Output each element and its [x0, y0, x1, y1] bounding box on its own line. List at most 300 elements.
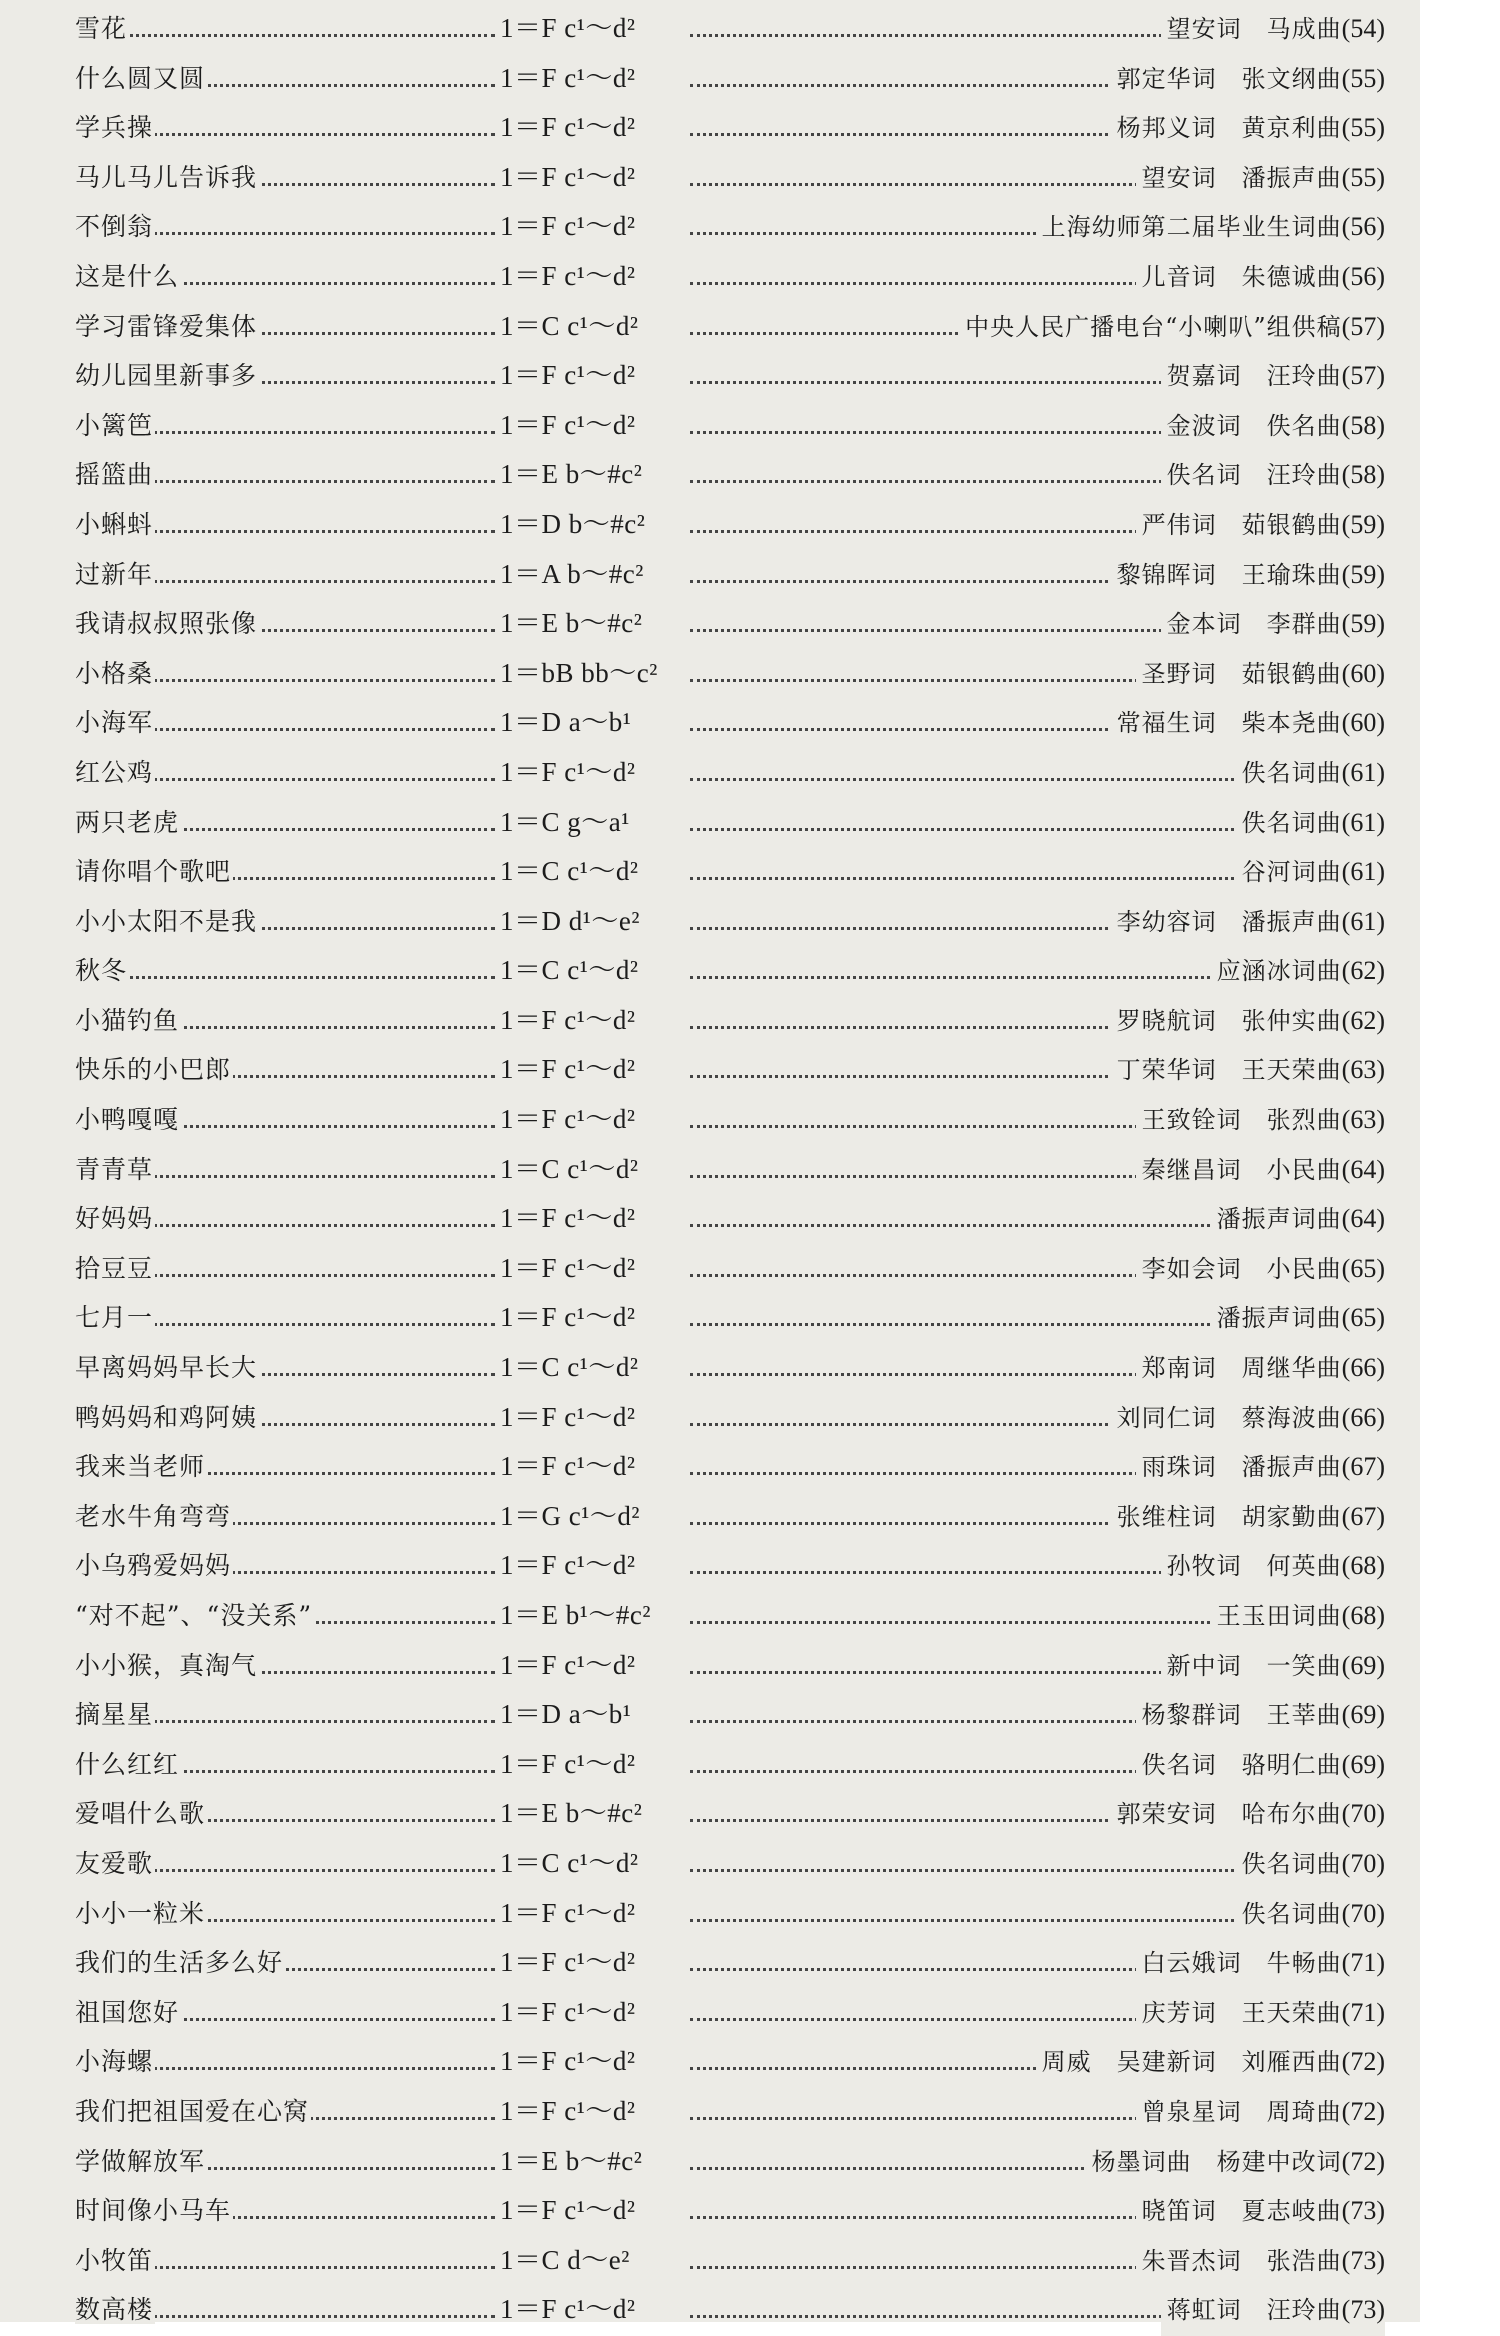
author-credit: 孙牧词 何英曲	[1166, 1552, 1342, 1581]
key-range: 1＝C c¹～d²	[500, 955, 639, 986]
song-title-cell	[75, 550, 495, 600]
toc-entry	[75, 302, 1385, 352]
credit-cell	[690, 798, 1385, 848]
credit-text	[1236, 748, 1385, 799]
page-number: (73)	[1341, 2196, 1385, 2226]
song-title: 请你唱个歌吧	[75, 857, 232, 887]
page-number: (65)	[1341, 1303, 1385, 1333]
credit-cell	[690, 1740, 1385, 1790]
song-title: 我来当老师	[75, 1452, 206, 1482]
credit-cell	[690, 946, 1385, 996]
song-title-cell	[75, 996, 495, 1046]
credit-cell	[690, 649, 1385, 699]
page-number: (65)	[1341, 1253, 1385, 1283]
toc-entry	[75, 1740, 1385, 1790]
page-number: (67)	[1341, 1501, 1385, 1531]
key-range: 1＝F c¹～d²	[500, 1203, 636, 1234]
toc-entry	[75, 2236, 1385, 2286]
key-range: 1＝C c¹～d²	[500, 1847, 639, 1878]
key-range: 1＝F c¹～d²	[500, 1649, 636, 1680]
song-title-cell	[75, 798, 495, 848]
song-title-cell	[75, 401, 495, 451]
song-title: 早离妈妈早长大	[75, 1353, 258, 1383]
page-number: (58)	[1341, 460, 1385, 490]
toc-entry	[75, 2186, 1385, 2236]
page-number: (57)	[1341, 311, 1385, 341]
credit-cell	[690, 54, 1385, 104]
song-title-cell	[75, 1889, 495, 1939]
toc-entry	[75, 1045, 1385, 1095]
page-number: (56)	[1341, 212, 1385, 242]
song-title: 秋冬	[75, 956, 128, 986]
song-title-cell	[75, 2285, 495, 2335]
credit-text	[1111, 698, 1385, 749]
credit-text	[1136, 1442, 1385, 1493]
credit-cell	[690, 550, 1385, 600]
credit-cell	[690, 1690, 1385, 1740]
author-credit: 潘振声词曲	[1216, 1304, 1342, 1333]
toc-entry	[75, 351, 1385, 401]
credit-cell	[690, 1938, 1385, 1988]
key-range: 1＝D a～b¹	[500, 1699, 632, 1730]
credit-cell	[690, 599, 1385, 649]
toc-entry	[75, 54, 1385, 104]
song-title: 什么圆又圆	[75, 63, 206, 93]
toc-entry	[75, 1492, 1385, 1542]
song-title: 鸭妈妈和鸡阿姨	[75, 1402, 258, 1432]
song-title-cell	[75, 351, 495, 401]
toc-entry	[75, 1889, 1385, 1939]
page-number: (54)	[1341, 14, 1385, 43]
author-credit: 望安词 潘振声曲	[1141, 163, 1342, 192]
page-number: (66)	[1341, 1402, 1385, 1432]
credit-text	[1161, 4, 1385, 55]
song-title-cell	[75, 2037, 495, 2087]
song-title-cell	[75, 103, 495, 153]
credit-cell	[690, 1889, 1385, 1939]
author-credit: 新中词 一笑曲	[1166, 1651, 1342, 1680]
credit-text	[1036, 202, 1385, 253]
toc-entry	[75, 550, 1385, 600]
song-title-cell	[75, 1293, 495, 1343]
toc-entry	[75, 1343, 1385, 1393]
author-credit: 秦继昌词 小民曲	[1141, 1155, 1342, 1184]
song-title: 两只老虎	[75, 807, 180, 837]
author-credit: 佚名词 汪玲曲	[1166, 461, 1342, 490]
credit-cell	[690, 252, 1385, 302]
page-number: (62)	[1341, 1005, 1385, 1035]
page-number: (71)	[1341, 1948, 1385, 1978]
page-number: (56)	[1341, 261, 1385, 291]
credit-text	[1136, 1145, 1385, 1196]
key-range: 1＝F c¹～d²	[500, 1897, 636, 1928]
page-number: (59)	[1341, 609, 1385, 639]
credit-text	[1211, 1591, 1385, 1642]
song-title-cell	[75, 2137, 495, 2187]
song-title-cell	[75, 153, 495, 203]
page-number: (67)	[1341, 1452, 1385, 1482]
credit-cell	[690, 748, 1385, 798]
credit-text	[1111, 897, 1385, 948]
toc-entry	[75, 252, 1385, 302]
page-number: (69)	[1341, 1749, 1385, 1779]
key-range: 1＝F c¹～d²	[500, 1550, 636, 1581]
song-title-cell	[75, 1492, 495, 1542]
author-credit: 晓笛词 夏志岐曲	[1141, 2197, 1342, 2226]
author-credit: 贺嘉词 汪玲曲	[1166, 362, 1342, 391]
song-title: 小小一粒米	[75, 1898, 206, 1928]
key-range: 1＝F c¹～d²	[500, 112, 636, 143]
key-range: 1＝F c¹～d²	[500, 1054, 636, 1085]
page-number: (70)	[1341, 1848, 1385, 1878]
credit-cell	[690, 1194, 1385, 1244]
toc-entry	[75, 1442, 1385, 1492]
author-credit: 儿音词 朱德诚曲	[1141, 262, 1342, 291]
author-credit: 罗晓航词 张仲实曲	[1116, 1006, 1342, 1035]
song-title: 小小猴，真淘气	[75, 1650, 258, 1680]
credit-cell	[690, 698, 1385, 748]
author-credit: 周威 吴建新词 刘雁西曲	[1041, 2048, 1342, 2077]
author-credit: 望安词 马成曲	[1166, 15, 1342, 43]
song-title: 学做解放军	[75, 2146, 206, 2176]
song-title: 红公鸡	[75, 757, 154, 787]
credit-cell	[690, 1839, 1385, 1889]
song-title-cell	[75, 1045, 495, 1095]
author-credit: 佚名词曲	[1241, 808, 1342, 837]
key-range: 1＝F c¹～d²	[500, 1947, 636, 1978]
credit-text	[1111, 1492, 1385, 1543]
page-number: (58)	[1341, 410, 1385, 440]
key-range: 1＝bB bb～c²	[500, 657, 658, 688]
song-title: 小海螺	[75, 2047, 154, 2077]
page-number: (60)	[1341, 658, 1385, 688]
author-credit: 杨墨词曲 杨建中改词	[1091, 2147, 1342, 2176]
song-title-cell	[75, 54, 495, 104]
toc-entry	[75, 2037, 1385, 2087]
key-range: 1＝F c¹～d²	[500, 756, 636, 787]
page-number: (73)	[1341, 2245, 1385, 2275]
toc-entry	[75, 153, 1385, 203]
credit-cell	[690, 450, 1385, 500]
song-title-cell	[75, 252, 495, 302]
song-title: 学习雷锋爱集体	[75, 311, 258, 341]
song-title-cell	[75, 1938, 495, 1988]
song-title-cell	[75, 1789, 495, 1839]
credit-cell	[690, 1293, 1385, 1343]
key-range: 1＝F c¹～d²	[500, 1302, 636, 1333]
song-title-cell	[75, 1988, 495, 2038]
song-title: 小篱笆	[75, 410, 154, 440]
key-range: 1＝E b～#c²	[500, 2145, 643, 2176]
song-title-cell	[75, 1641, 495, 1691]
credit-text	[1136, 153, 1385, 204]
author-credit: 王玉田词曲	[1216, 1602, 1342, 1630]
credit-text	[1111, 996, 1385, 1047]
toc-entry	[75, 897, 1385, 947]
toc-entry	[75, 1690, 1385, 1740]
dot-leader	[75, 34, 495, 37]
page-number: (71)	[1341, 1997, 1385, 2027]
page-number: (61)	[1341, 757, 1385, 787]
credit-text	[1136, 649, 1385, 700]
credit-cell	[690, 4, 1385, 54]
credit-cell	[690, 103, 1385, 153]
credit-text	[1161, 401, 1385, 452]
credit-text	[1161, 2285, 1385, 2336]
song-title-cell	[75, 599, 495, 649]
song-title: 我们把祖国爱在心窝	[75, 2096, 310, 2126]
song-title-cell	[75, 202, 495, 252]
song-title: 什么红红	[75, 1749, 180, 1779]
song-title: 这是什么	[75, 261, 180, 291]
song-title: 友爱歌	[75, 1848, 154, 1878]
song-title-cell	[75, 4, 495, 54]
song-title-cell	[75, 847, 495, 897]
page-number: (63)	[1341, 1105, 1385, 1135]
credit-text	[1136, 1740, 1385, 1791]
song-title: 小格桑	[75, 658, 154, 688]
toc-entry	[75, 1393, 1385, 1443]
toc-entry	[75, 847, 1385, 897]
page-number: (63)	[1341, 1055, 1385, 1085]
toc-entry	[75, 1293, 1385, 1343]
credit-cell	[690, 2087, 1385, 2137]
song-title-cell	[75, 1839, 495, 1889]
key-range: 1＝C c¹～d²	[500, 1352, 639, 1383]
credit-text	[1136, 1988, 1385, 2039]
toc-entry	[75, 500, 1385, 550]
author-credit: 常福生词 柴本尧曲	[1116, 709, 1342, 738]
page-number: (57)	[1341, 361, 1385, 391]
credit-text	[1236, 1889, 1385, 1940]
key-range: 1＝D a～b¹	[500, 707, 632, 738]
song-title: 马儿马儿告诉我	[75, 162, 258, 192]
page-number: (69)	[1341, 1700, 1385, 1730]
song-title-cell	[75, 1145, 495, 1195]
page-number: (68)	[1341, 1551, 1385, 1581]
toc-entry	[75, 1541, 1385, 1591]
author-credit: 佚名词 骆明仁曲	[1141, 1750, 1342, 1779]
credit-cell	[690, 1045, 1385, 1095]
page-number: (68)	[1341, 1601, 1385, 1630]
credit-text	[1136, 1244, 1385, 1295]
credit-cell	[690, 847, 1385, 897]
page-number: (72)	[1341, 2146, 1385, 2176]
credit-text	[1136, 1095, 1385, 1146]
song-title: 数高楼	[75, 2295, 154, 2325]
page-number: (62)	[1341, 956, 1385, 986]
toc-entry	[75, 1591, 1385, 1641]
credit-text	[1136, 2236, 1385, 2287]
key-range: 1＝F c¹～d²	[500, 2095, 636, 2126]
song-title: 爱唱什么歌	[75, 1799, 206, 1829]
song-title: 幼儿园里新事多	[75, 361, 258, 391]
song-title: 青青草	[75, 1154, 154, 1184]
key-range: 1＝F c¹～d²	[500, 409, 636, 440]
song-title-cell	[75, 2236, 495, 2286]
song-title: 时间像小马车	[75, 2196, 232, 2226]
toc-entry	[75, 1938, 1385, 1988]
page-number: (55)	[1341, 63, 1385, 93]
author-credit: 雨珠词 潘振声曲	[1141, 1453, 1342, 1482]
key-range: 1＝F c¹～d²	[500, 1004, 636, 1035]
toc-entry	[75, 202, 1385, 252]
author-credit: 上海幼师第二届毕业生词曲	[1041, 213, 1342, 242]
credit-text	[1136, 2186, 1385, 2237]
key-range: 1＝E b¹～#c²	[500, 1600, 651, 1630]
toc-entry	[75, 4, 1385, 54]
page-number: (70)	[1341, 1799, 1385, 1829]
key-range: 1＝C c¹～d²	[500, 310, 639, 341]
song-title: 雪花	[75, 14, 128, 43]
key-range: 1＝D b～#c²	[500, 508, 646, 539]
song-title-cell	[75, 1740, 495, 1790]
page-number: (64)	[1341, 1204, 1385, 1234]
dot-leader	[75, 976, 495, 979]
song-title: 小猫钓鱼	[75, 1005, 180, 1035]
song-title-cell	[75, 450, 495, 500]
credit-cell	[690, 1492, 1385, 1542]
song-title: 老水牛角弯弯	[75, 1501, 232, 1531]
credit-text	[1111, 1789, 1385, 1840]
key-range: 1＝F c¹～d²	[500, 2195, 636, 2226]
credit-text	[1111, 1045, 1385, 1096]
credit-cell	[690, 2186, 1385, 2236]
credit-cell	[690, 302, 1385, 352]
song-title-cell	[75, 1690, 495, 1740]
key-range: 1＝C d～e²	[500, 2244, 630, 2275]
song-title: 祖国您好	[75, 1997, 180, 2027]
author-credit: 佚名词曲	[1241, 758, 1342, 787]
key-range: 1＝F c¹～d²	[500, 260, 636, 291]
song-title: 摘星星	[75, 1700, 154, 1730]
credit-text	[1161, 1541, 1385, 1592]
credit-cell	[690, 1641, 1385, 1691]
credit-cell	[690, 1095, 1385, 1145]
author-credit: 王致铨词 张烈曲	[1141, 1106, 1342, 1135]
credit-text	[1211, 1293, 1385, 1344]
song-title: “对不起”、“没关系”	[75, 1601, 313, 1630]
song-title-cell	[75, 1095, 495, 1145]
credit-text	[1136, 2087, 1385, 2138]
author-credit: 佚名词曲	[1241, 1899, 1342, 1928]
credit-cell	[690, 153, 1385, 203]
song-title: 学兵操	[75, 113, 154, 143]
author-credit: 李如会词 小民曲	[1141, 1254, 1342, 1283]
page-number: (61)	[1341, 857, 1385, 887]
credit-text	[1236, 847, 1385, 898]
author-credit: 黎锦晖词 王瑜珠曲	[1116, 560, 1342, 589]
song-title-cell	[75, 1244, 495, 1294]
toc-entry	[75, 649, 1385, 699]
credit-text	[1161, 1641, 1385, 1692]
toc-entry	[75, 1244, 1385, 1294]
toc-entry	[75, 1988, 1385, 2038]
song-title: 摇篮曲	[75, 460, 154, 490]
key-range: 1＝F c¹～d²	[500, 1451, 636, 1482]
author-credit: 张维柱词 胡家勤曲	[1116, 1502, 1342, 1531]
page-number: (55)	[1341, 113, 1385, 143]
author-credit: 庆芳词 王天荣曲	[1141, 1998, 1342, 2027]
toc-entry	[75, 996, 1385, 1046]
toc-entry	[75, 798, 1385, 848]
author-credit: 朱晋杰词 张浩曲	[1141, 2246, 1342, 2275]
song-title: 七月一	[75, 1303, 154, 1333]
page-number: (69)	[1341, 1650, 1385, 1680]
credit-text	[1161, 450, 1385, 501]
credit-cell	[690, 2137, 1385, 2187]
author-credit: 白云娥词 牛畅曲	[1141, 1949, 1342, 1978]
toc-entry	[75, 1839, 1385, 1889]
key-range: 1＝F c¹～d²	[500, 13, 636, 43]
author-credit: 李幼容词 潘振声曲	[1116, 907, 1342, 936]
song-title: 好妈妈	[75, 1204, 154, 1234]
credit-text	[1111, 103, 1385, 154]
key-range: 1＝F c¹～d²	[500, 1748, 636, 1779]
author-credit: 郑南词 周继华曲	[1141, 1354, 1342, 1383]
song-title-cell	[75, 500, 495, 550]
credit-text	[1211, 946, 1385, 997]
song-title: 小乌鸦爱妈妈	[75, 1551, 232, 1581]
song-title-cell	[75, 2186, 495, 2236]
toc-entry	[75, 1095, 1385, 1145]
page-number: (61)	[1341, 807, 1385, 837]
toc-entry	[75, 1194, 1385, 1244]
song-title: 拾豆豆	[75, 1253, 154, 1283]
page-number: (72)	[1341, 2047, 1385, 2077]
song-title: 快乐的小巴郎	[75, 1055, 232, 1085]
author-credit: 曾泉星词 周琦曲	[1141, 2097, 1342, 2126]
credit-text	[1236, 1839, 1385, 1890]
toc-entry	[75, 1641, 1385, 1691]
key-range: 1＝F c¹～d²	[500, 1104, 636, 1135]
song-title-cell	[75, 1393, 495, 1443]
credit-cell	[690, 500, 1385, 550]
credit-text	[1211, 1194, 1385, 1245]
author-credit: 郭定华词 张文纲曲	[1116, 64, 1342, 93]
author-credit: 杨邦义词 黄京利曲	[1116, 114, 1342, 143]
song-title-cell	[75, 748, 495, 798]
author-credit: 蒋虹词 汪玲曲	[1166, 2296, 1342, 2325]
key-range: 1＝F c¹～d²	[500, 360, 636, 391]
key-range: 1＝E b～#c²	[500, 608, 643, 639]
credit-cell	[690, 1145, 1385, 1195]
song-title: 过新年	[75, 559, 154, 589]
credit-cell	[690, 1541, 1385, 1591]
key-range: 1＝F c¹～d²	[500, 211, 636, 242]
credit-text	[1236, 798, 1385, 849]
credit-cell	[690, 1393, 1385, 1443]
credit-text	[959, 302, 1385, 353]
page-number: (64)	[1341, 1154, 1385, 1184]
toc-entry	[75, 2285, 1385, 2335]
author-credit: 金波词 佚名曲	[1166, 411, 1342, 440]
credit-cell	[690, 996, 1385, 1046]
song-title-cell	[75, 1591, 495, 1641]
credit-text	[1036, 2037, 1385, 2088]
page-number: (70)	[1341, 1898, 1385, 1928]
key-range: 1＝E b～#c²	[500, 459, 643, 490]
key-range: 1＝C c¹～d²	[500, 856, 639, 887]
author-credit: 佚名词曲	[1241, 1849, 1342, 1878]
credit-text	[1161, 351, 1385, 402]
toc-entry	[75, 1789, 1385, 1839]
key-range: 1＝G c¹～d²	[500, 1500, 640, 1531]
toc-entry	[75, 103, 1385, 153]
credit-text	[1136, 1690, 1385, 1741]
credit-cell	[690, 1591, 1385, 1641]
credit-cell	[690, 351, 1385, 401]
